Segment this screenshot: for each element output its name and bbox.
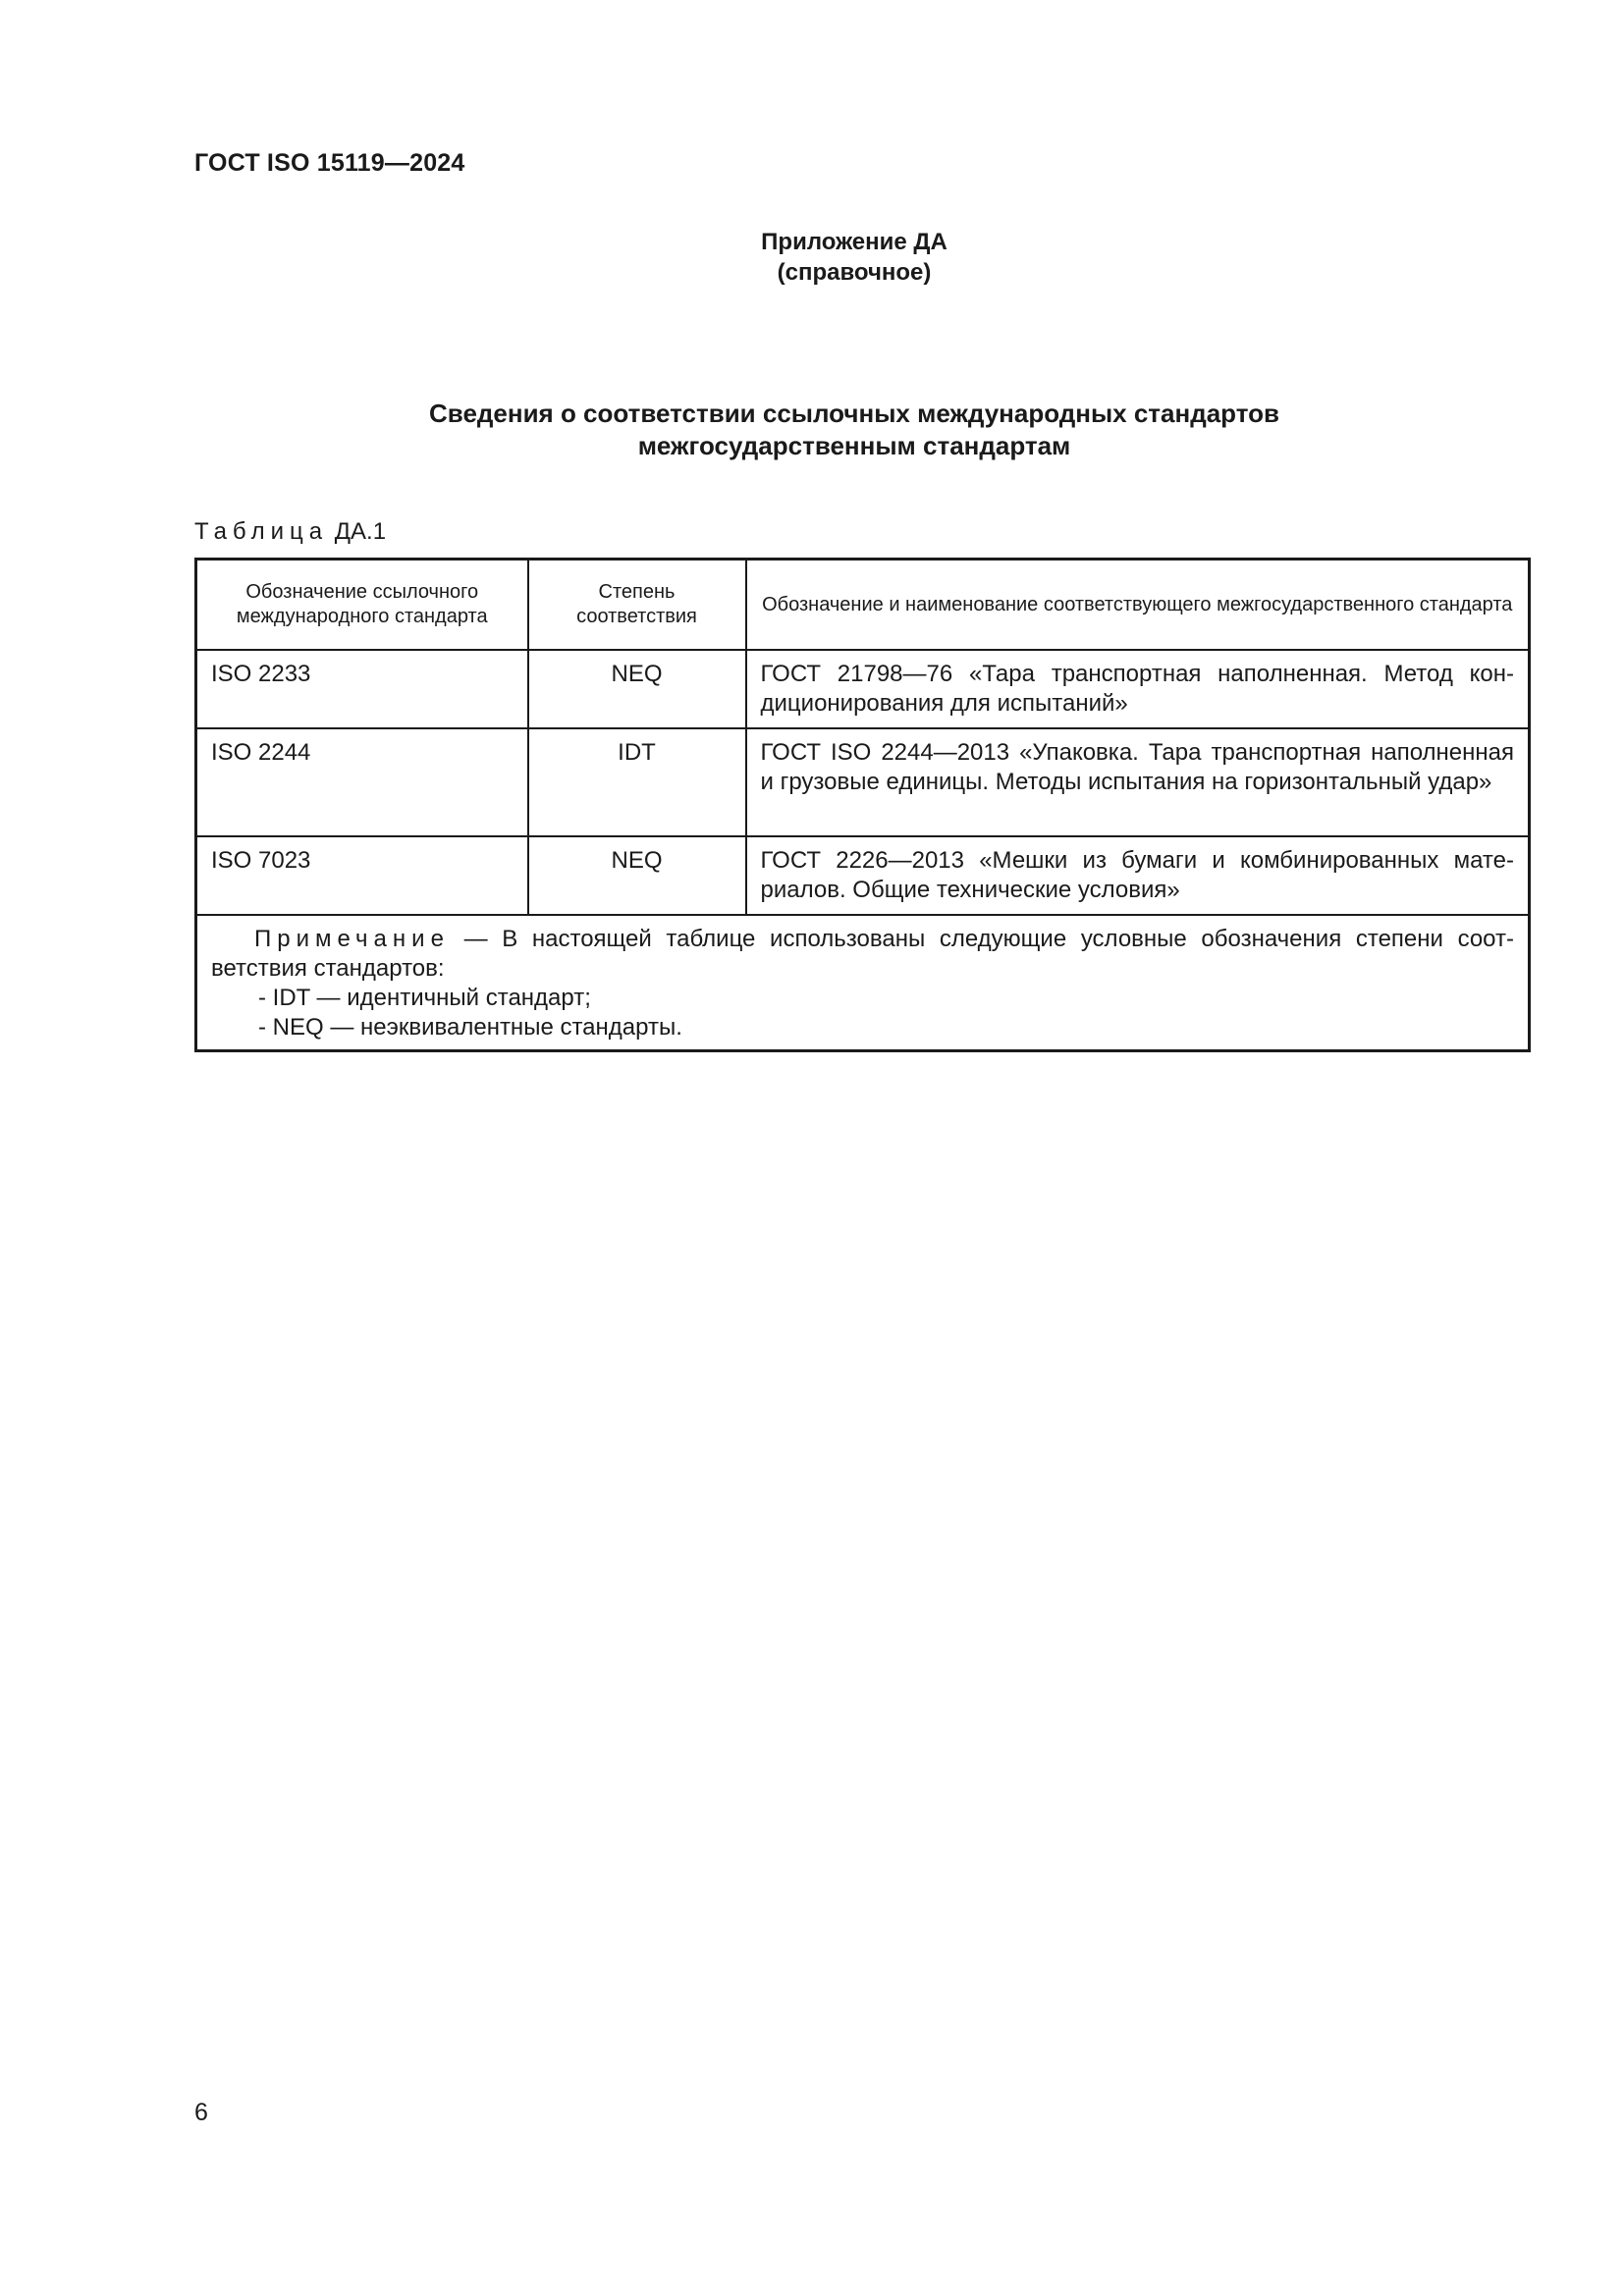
cell-standard-name: ГОСТ ISO 2244—2013 «Упаковка. Тара транспортная наполненная и грузовые единицы. Методы испытания на горизонтальный удар» [746, 728, 1530, 836]
note-text: — В настоящей таблице использованы следующие условные обозначения степени соответствия стандартов: [211, 926, 1514, 982]
correspondence-table [194, 558, 1531, 1052]
table-note [196, 915, 1530, 1051]
note-item-idt: - IDT — идентичный стандарт; [258, 985, 591, 1011]
annex-title: Приложение ДА [761, 229, 947, 255]
cell-degree: NEQ [528, 836, 746, 915]
cell-standard-name: ГОСТ 21798—76 «Тара транспортная наполненная. Метод кондиционирования для испытаний» [746, 650, 1530, 728]
section-title-line-2: межгосударственным стандартам [637, 431, 1071, 460]
table-caption-number: ДА.1 [334, 518, 387, 545]
cell-degree: NEQ [528, 650, 746, 728]
cell-degree: IDT [528, 728, 746, 836]
header-degree: Степень соответствия [528, 560, 746, 651]
section-title-line-1: Сведения о соответствии ссылочных международных стандартов [429, 399, 1279, 428]
note-item-neq: - NEQ — неэквивалентные стандарты. [258, 1014, 682, 1041]
page-number: 6 [194, 2099, 208, 2126]
header-international-standard: Обозначение ссылочного международного стандарта [196, 560, 528, 651]
cell-iso: ISO 2233 [196, 650, 528, 728]
cell-iso: ISO 2244 [196, 728, 528, 836]
table-caption-label: Таблица [194, 518, 329, 545]
header-interstate-standard: Обозначение и наименование соответствующего межгосударственного стандарта [746, 560, 1530, 651]
document-header: ГОСТ ISO 15119—2024 [194, 149, 465, 177]
table-row [196, 728, 1530, 836]
cell-iso: ISO 7023 [196, 836, 528, 915]
table-row [196, 650, 1530, 728]
note-label: Примечание [254, 926, 450, 952]
note-intro [211, 925, 1514, 984]
table-caption [194, 518, 386, 546]
annex-type: (справочное) [777, 259, 932, 286]
table-note-row [196, 915, 1530, 1051]
table-row [196, 836, 1530, 915]
table-header-row [196, 560, 1530, 651]
cell-standard-name: ГОСТ 2226—2013 «Мешки из бумаги и комбинированных материалов. Общие технические условия» [746, 836, 1530, 915]
